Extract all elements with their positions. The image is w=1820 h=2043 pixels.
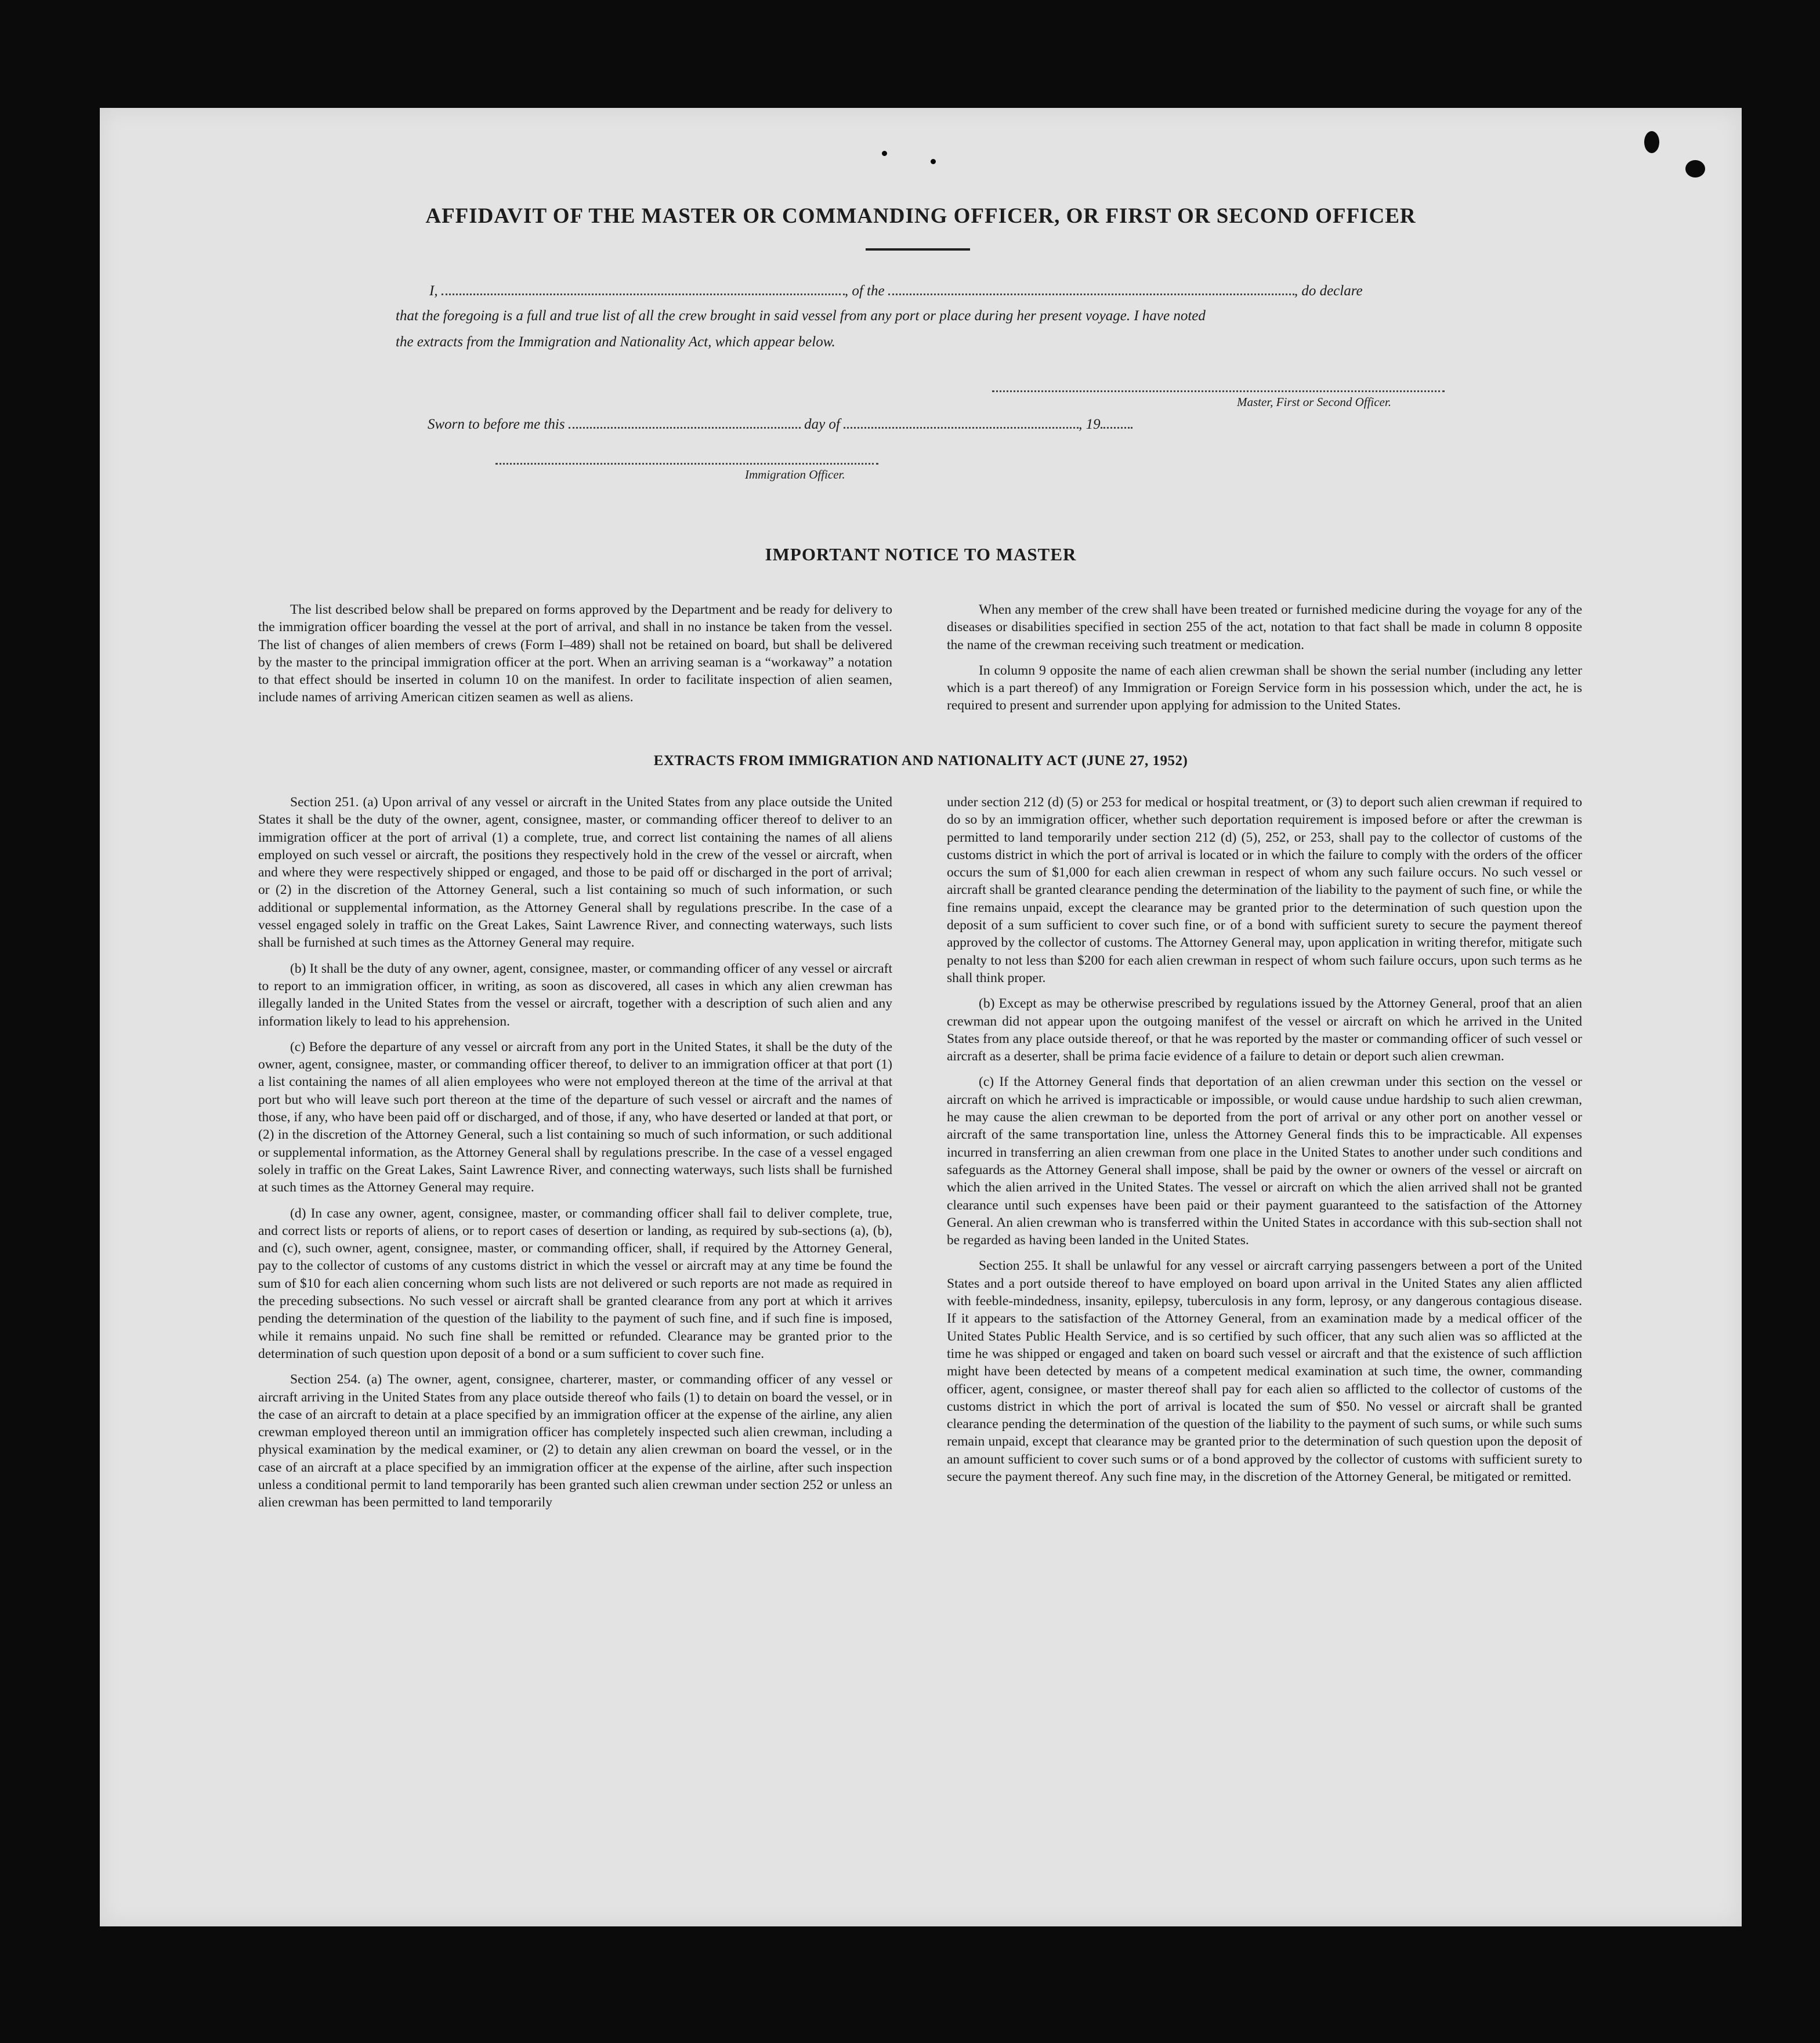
statement-line-1: that the foregoing is a full and true list of all the crew brought in said vessel from any port or place during her present voyage. I have noted bbox=[396, 308, 1206, 324]
notice-right-paragraph: When any member of the crew shall have been treated or furnished medicine during the voyage for any of the diseases or disabilities specified in section 255 of the act, notation to that fact shall be made in column 8 opposite the name of the crewman receiving such treatment or medication. bbox=[947, 602, 1582, 653]
master-signature-line[interactable] bbox=[992, 390, 1445, 392]
affidavit-title: AFFIDAVIT OF THE MASTER OR COMMANDING OFFICER, OR FIRST OR SECOND OFFICER bbox=[425, 204, 1416, 228]
extracts-right-column bbox=[947, 794, 1582, 1494]
sworn-day-blank[interactable] bbox=[569, 415, 801, 429]
notice-left-paragraph: The list described below shall be prepared on forms approved by the Department and be ready for delivery to the immigration officer boarding the vessel at the port of arrival, and shall in no instance be taken from the vessel. The list of changes of alien members of crews (Form I–489) shall not be retained on board, but shall be delivered by the master to the principal immigration officer at the port. When an arriving seaman is a “workaway” a notation to that effect should be inserted in column 10 on the manifest. In order to facilitate inspection of alien seamen, include names of arriving American citizen seamen as well as aliens. bbox=[258, 602, 892, 705]
section-254-a-continued: under section 212 (d) (5) or 253 for medical or hospital treatment, or (3) to deport such alien crewman if required to do so by an immigration officer, whether such deportation requirement is imposed before or after the crewman is permitted to land temporarily under section 212 (d) (5), 252, or 253, shall pay to the collector of customs of the customs district in which the port of arrival is located or in which the failure to comply with the orders of the officer occurs the sum of $1,000 for each alien crewman in respect of whom any such failure occurs. No such vessel or aircraft shall be granted clearance pending the determination of the liability to the payment of such fine, or while the fine remains unpaid, except the clearance may be granted prior to the determination of such question upon the deposit of a sum sufficient to cover such fine, or of a bond with sufficient surety to secure the payment thereof approved by the collector of customs. The Attorney General may, upon application in writing therefor, mitigate such penalty to not less than $200 for each alien crewman in respect of whom such failure occurs, upon such terms as he shall think proper. bbox=[947, 795, 1582, 986]
speck-mark bbox=[931, 159, 936, 164]
officer-signature-line[interactable] bbox=[495, 463, 878, 465]
sworn-prefix-text: Sworn to before me this bbox=[428, 416, 565, 432]
section-251-a: Section 251. (a) Upon arrival of any vessel or aircraft in the United States from any place outside the United States it shall be the duty of the owner, agent, consignee, master, or commanding officer thereof to deliver to an immigration officer at the port of arrival (1) a complete, true, and correct list containing the names of all aliens employed on such vessel or aircraft, the positions they respectively hold in the crew of the vessel or aircraft, when and where they were respectively shipped or engaged, and those to be paid off or discharged in the port of arrival; or (2) in the discretion of the Attorney General, such a list containing so much of such information, or such additional or supplemental information, as the Attorney General shall by regulations prescribe. In the case of a vessel engaged solely in traffic on the Great Lakes, Saint Lawrence River, and connecting waterways, such lists shall be furnished at such times as the Attorney General may require. bbox=[258, 795, 892, 951]
document-page bbox=[100, 108, 1742, 1926]
declaration-line bbox=[429, 282, 1363, 299]
sworn-month-blank[interactable] bbox=[844, 415, 1079, 429]
notice-left-column bbox=[258, 601, 892, 715]
title-divider bbox=[866, 248, 970, 251]
vessel-blank[interactable] bbox=[888, 282, 1294, 295]
master-signature-caption: Master, First or Second Officer. bbox=[1237, 395, 1391, 409]
notice-right-column bbox=[947, 601, 1582, 723]
sworn-year-blank[interactable] bbox=[1101, 415, 1132, 429]
officer-signature-caption: Immigration Officer. bbox=[745, 468, 845, 481]
sworn-year-text: , 19 bbox=[1079, 416, 1101, 432]
notice-right-paragraph: In column 9 opposite the name of each alien crewman shall be shown the serial number (including any letter which is a part thereof) of any Immigration or Foreign Service form in his possession which, under the act, he is required to present and surrender upon applying for admission to the United States. bbox=[947, 662, 1582, 713]
extracts-left-column bbox=[258, 794, 892, 1520]
speck-mark bbox=[882, 151, 887, 156]
notice-title: IMPORTANT NOTICE TO MASTER bbox=[765, 544, 1077, 564]
section-251-d: (d) In case any owner, agent, consignee, master, or commanding officer shall fail to deliver complete, true, and correct lists or reports of aliens, or to report cases of desertion or landing, as required by sub-sections (a), (b), and (c), such owner, agent, consignee, master, or commanding officer, shall, if required by the Attorney General, pay to the collector of customs of any customs district in which the vessel or aircraft may at any time be found the sum of $10 for each alien concerning whom such lists are not delivered or such reports are not made as required in the preceding subsections. No such vessel or aircraft shall be granted clearance from any port at which it arrives pending the determination of the question of the liability to the payment of such fine, and if such fine is imposed, while it remains unpaid. No such fine shall be remitted or refunded. Clearance may be granted prior to the determination of such question upon deposit of a bond or a sum sufficient to cover such fine. bbox=[258, 1205, 892, 1361]
section-251-c: (c) Before the departure of any vessel or aircraft from any port in the United States, it shall be the duty of the owner, agent, consignee, master, or commanding officer thereof, to deliver to an immigration officer at that port (1) a list containing the names of all alien employees who were not employed thereon at the time of the arrival at that port but who will leave such port thereon at the time of the departure of such vessel or aircraft and the names of those, if any, who have been paid off or discharged, and of those, if any, who have deserted or landed at that port, or (2) in the discretion of the Attorney General, such a list containing so much of such information, or such additional or supplemental information, as the Attorney General shall by regulations prescribe. In the case of a vessel engaged solely in traffic on the Great Lakes, Saint Lawrence River, and connecting waterways, such lists shall be furnished at such times as the Attorney General may require. bbox=[258, 1039, 892, 1196]
punch-hole bbox=[1685, 160, 1705, 178]
section-254-c: (c) If the Attorney General finds that deportation of an alien crewman under this section on the vessel or aircraft on which he arrived is impracticable or impossible, or would cause undue hardship to such alien crewman, he may cause the alien crewman to be deported from the port of arrival or any other port on another vessel or aircraft of the same transportation line, unless the Attorney General finds this to be impracticable. All expenses incurred in transferring an alien crewman from one place in the United States to another under such conditions and safeguards as the Attorney General shall impose, shall be paid by the owner or owners of the vessel or aircraft on which the alien arrived in the United States. The vessel or aircraft on which the alien arrived shall not be granted clearance until such expenses have been paid or their payment guaranteed to the satisfaction of the Attorney General. An alien crewman who is transferred within the United States in accordance with this sub-section shall not be regarded as having been landed in the United States. bbox=[947, 1074, 1582, 1248]
section-251-b: (b) It shall be the duty of any owner, agent, consignee, master, or commanding officer of any vessel or aircraft to report to an immigration officer, in writing, as soon as discovered, all cases in which any alien crewman has illegally landed in the United States from the vessel or aircraft, together with a description of such alien and any information likely to lead to his apprehension. bbox=[258, 961, 892, 1029]
name-blank[interactable] bbox=[442, 282, 845, 295]
section-254-b: (b) Except as may be otherwise prescribed by regulations issued by the Attorney General, proof that an alien crewman did not appear upon the outgoing manifest of the vessel or aircraft on which he arrived in the United States from any place outside thereof, or that he was reported by the master or commanding officer of such vessel or aircraft as a deserter, shall be prima facie evidence of a failure to detain or deport such alien crewman. bbox=[947, 996, 1582, 1064]
declare-i-text: I, bbox=[429, 283, 438, 299]
declare-of-the-text: , of the bbox=[844, 283, 885, 299]
sworn-line bbox=[428, 415, 1132, 433]
sworn-day-of-text: day of bbox=[804, 416, 840, 432]
statement-line-2: the extracts from the Immigration and Nationality Act, which appear below. bbox=[396, 334, 835, 350]
punch-hole bbox=[1644, 131, 1659, 153]
declare-end-text: , do declare bbox=[1294, 283, 1363, 299]
section-254-a: Section 254. (a) The owner, agent, consignee, charterer, master, or commanding officer of any vessel or aircraft arriving in the United States from any place outside thereof who fails (1) to detain on board the vessel, or in the case of an aircraft to detain at a place specified by an immigration officer at the expense of the airline, any alien crewman employed thereon until an immigration officer has completely inspected such alien crewman, including a physical examination by the medical examiner, or (2) to detain any alien crewman on board the vessel, or in the case of an aircraft at a place specified by an immigration officer at the expense of the airline, after such inspection unless a conditional permit to land temporarily has been granted such alien crewman under section 252 or unless an alien crewman has been permitted to land temporarily bbox=[258, 1372, 892, 1510]
section-255: Section 255. It shall be unlawful for any vessel or aircraft carrying passengers between a port of the United States and a port outside thereof to have employed on board upon arrival in the United States any alien afflicted with feeble-mindedness, insanity, epilepsy, tuberculosis in any form, leprosy, or any dangerous contagious disease. If it appears to the satisfaction of the Attorney General, from an examination made by a medical officer of the United States Public Health Service, and is so certified by such officer, that any such alien was so afflicted at the time he was shipped or engaged and taken on board such vessel or aircraft and that the existence of such affliction might have been detected by means of a competent medical examination at such time, the owner, commanding officer, agent, consignee, or master thereof shall pay for each alien so afflicted to the collector of customs of the customs district in which the port of arrival is located the sum of $50. No vessel or aircraft shall be granted clearance pending the determination of the question of the liability to the payment of such sums, or while such sums remain unpaid, except that clearance may be granted prior to the determination of such question upon the deposit of an amount sufficient to cover such sums or of a bond approved by the collector of customs with sufficient surety to secure the payment thereof. Any such fine may, in the discretion of the Attorney General, be mitigated or remitted. bbox=[947, 1258, 1582, 1484]
extracts-title: EXTRACTS FROM IMMIGRATION AND NATIONALITY ACT (JUNE 27, 1952) bbox=[653, 753, 1188, 769]
